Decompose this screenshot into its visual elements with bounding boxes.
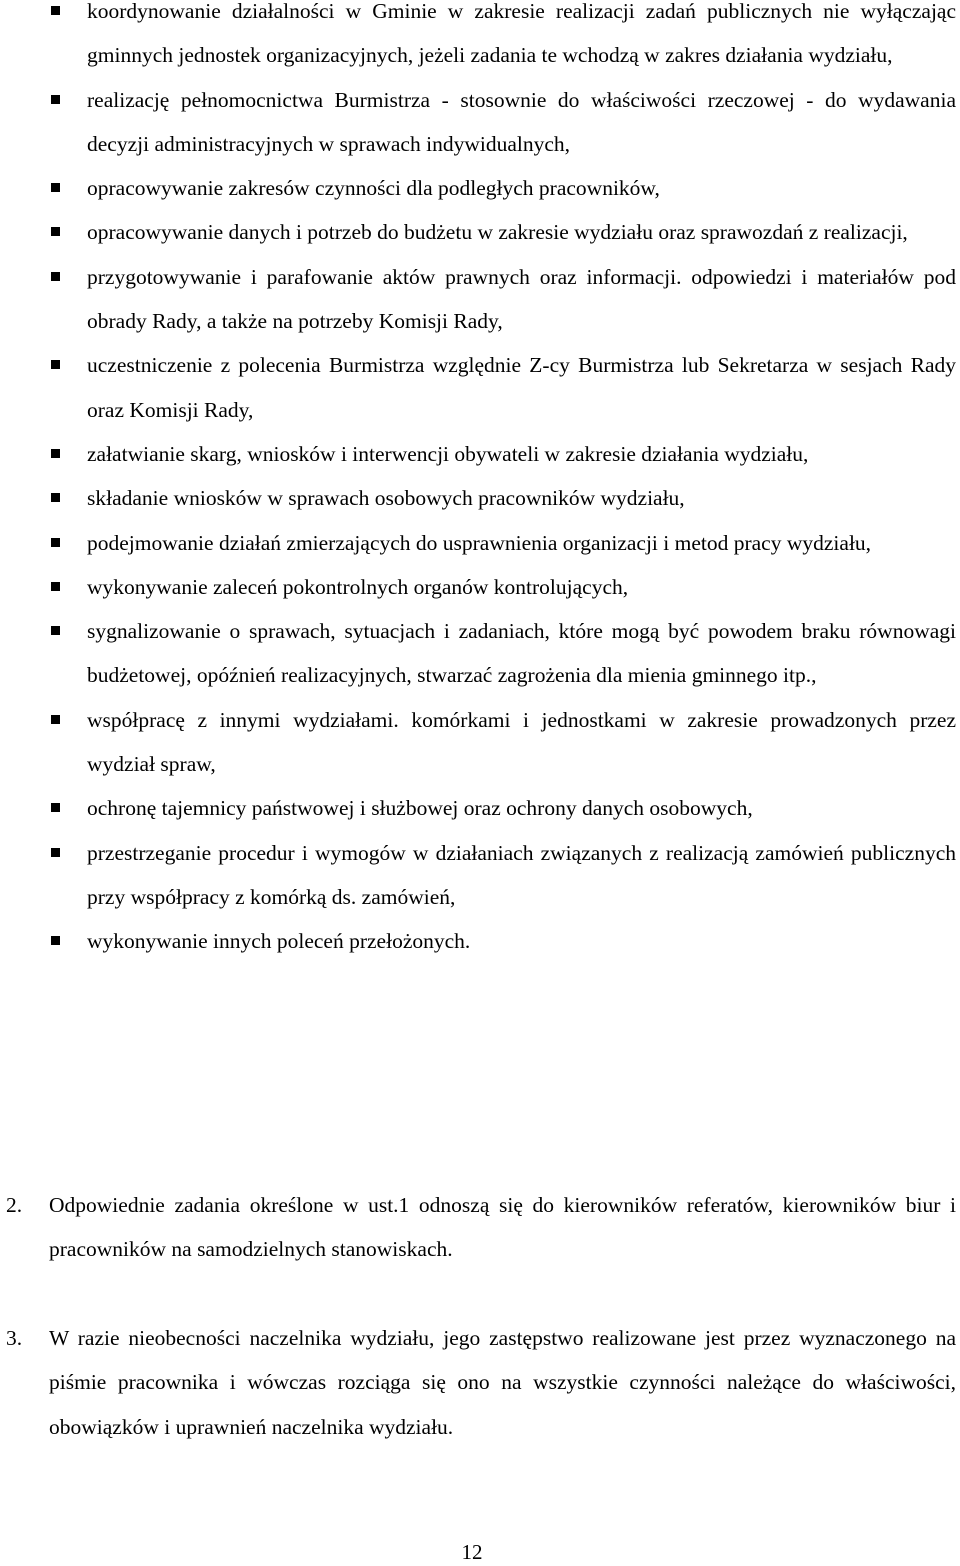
list-item	[0, 698, 960, 787]
list-item	[0, 255, 960, 344]
square-bullet-icon	[51, 493, 60, 502]
list-item	[0, 521, 960, 565]
square-bullet-icon	[51, 848, 60, 857]
square-bullet-icon	[51, 715, 60, 724]
list-item	[0, 919, 960, 963]
list-item-text: podejmowanie działań zmierzających do usprawnienia organizacji i metod pracy wydziału,	[87, 530, 872, 555]
list-item	[0, 831, 960, 920]
list-item	[0, 166, 960, 210]
list-item-text: wykonywanie zaleceń pokontrolnych organów kontrolujących,	[87, 574, 629, 599]
list-item-text: załatwianie skarg, wniosków i interwencji obywateli w zakresie działania wydziału,	[87, 441, 809, 466]
square-bullet-icon	[51, 95, 60, 104]
list-item-text: przestrzeganie procedur i wymogów w działaniach związanych z realizacją zamówień publicznych przy współpracy z komórką ds. zamówień,	[87, 840, 956, 909]
list-item	[0, 786, 960, 830]
square-bullet-icon	[51, 272, 60, 281]
list-item	[0, 210, 960, 254]
list-item-text: opracowywanie zakresów czynności dla podległych pracowników,	[87, 176, 660, 201]
list-item	[0, 565, 960, 609]
list-item	[0, 78, 960, 167]
list-item-text: składanie wniosków w sprawach osobowych pracowników wydziału,	[87, 486, 685, 511]
square-bullet-icon	[51, 582, 60, 591]
list-item-text: współpracę z innymi wydziałami. komórkami i jednostkami w zakresie prowadzonych przez wydział spraw,	[87, 707, 956, 777]
list-item-text: przygotowywanie i parafowanie aktów prawnych oraz informacji. odpowiedzi i materiałów pod obrady Rady, a także na potrzeby Komisji Rady,	[87, 264, 956, 334]
square-bullet-icon	[51, 538, 60, 547]
page-number: 12	[461, 1540, 483, 1564]
list-item-text: wykonywanie innych poleceń przełożonych.	[87, 929, 471, 954]
square-bullet-icon	[51, 183, 60, 192]
list-item	[0, 476, 960, 520]
list-item-text: ochronę tajemnicy państwowej i służbowej oraz ochrony danych osobowych,	[87, 796, 753, 821]
list-item-text: koordynowanie działalności w Gminie w zakresie realizacji zadań publicznych nie wyłączając gminnych jednostek organizacyjnych, jeżeli zadania te wchodzą w zakres działania wydziału,	[87, 0, 956, 68]
list-item-text: sygnalizowanie o sprawach, sytuacjach i zadaniach, które mogą być powodem braku równowagi budżetowej, opóźnień realizacyjnych, stwarzać zagrożenia dla mienia gminnego itp.,	[87, 619, 956, 688]
square-bullet-icon	[51, 449, 60, 458]
list-item-text: opracowywanie danych i potrzeb do budżetu w zakresie wydziału oraz sprawozdań z realizacji,	[87, 220, 908, 245]
square-bullet-icon	[51, 803, 60, 812]
square-bullet-icon	[51, 936, 60, 945]
list-item	[0, 609, 960, 698]
paragraph-text: W razie nieobecności naczelnika wydziału, jego zastępstwo realizowane jest przez wyznaczonego na piśmie pracownika i wówczas rozciąga się ono na wszystkie czynności należące do właściwości, obowiązków i uprawnień naczelnika wydziału.	[49, 1326, 956, 1439]
list-item-text: realizację pełnomocnictwa Burmistrza - stosownie do właściwości rzeczowej - do wydawania decyzji administracyjnych w sprawach indywidualnych,	[87, 87, 956, 156]
square-bullet-icon	[51, 227, 60, 236]
paragraph-text: Odpowiednie zadania określone w ust.1 odnoszą się do kierowników referatów, kierowników biur i pracowników na samodzielnych stanowiskach.	[49, 1193, 956, 1262]
square-bullet-icon	[51, 6, 60, 15]
paragraph-number: 2.	[6, 1193, 23, 1217]
list-item-text: uczestniczenie z polecenia Burmistrza względnie Z-cy Burmistrza lub Sekretarza w sesjach Rady oraz Komisji Rady,	[87, 353, 956, 422]
paragraph-number: 3.	[6, 1326, 23, 1350]
numbered-paragraph-2	[0, 1183, 960, 1272]
square-bullet-icon	[51, 360, 60, 369]
numbered-paragraph-3	[0, 1316, 960, 1449]
square-bullet-icon	[51, 626, 60, 635]
list-item	[0, 432, 960, 476]
list-item	[0, 343, 960, 432]
list-item	[0, 0, 960, 78]
